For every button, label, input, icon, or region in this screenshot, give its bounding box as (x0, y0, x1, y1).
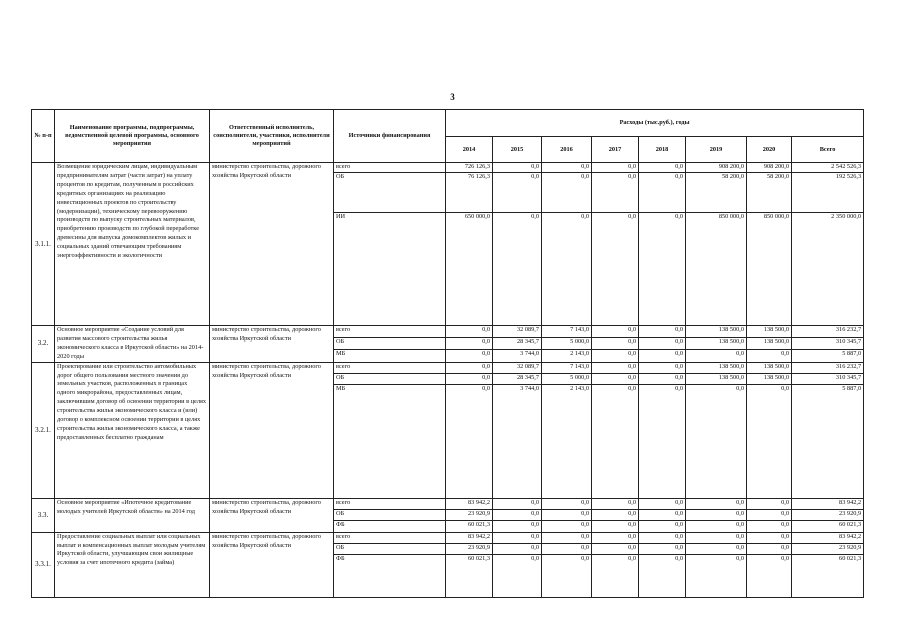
year-value: 32 089,7 (493, 326, 542, 338)
year-value: 0,0 (446, 338, 493, 350)
year-value: 0,0 (493, 213, 542, 326)
item-number: 3.2.1. (32, 362, 55, 498)
total-value: 5 887,0 (792, 350, 864, 362)
item-number: 3.3. (32, 498, 55, 532)
year-value: 0,0 (639, 163, 686, 173)
year-value: 0,0 (446, 384, 493, 498)
funding-source: всего (334, 498, 446, 509)
year-value: 0,0 (686, 509, 747, 520)
year-value: 3 744,0 (493, 350, 542, 362)
year-value: 0,0 (493, 554, 542, 597)
year-value: 138 500,0 (686, 338, 747, 350)
table-row (32, 498, 864, 509)
item-name: Основное мероприятие «Ипотечное кредитование молодых учителей Иркутской области» на 2014 год (55, 498, 210, 532)
year-value: 0,0 (747, 532, 792, 543)
year-value: 0,0 (446, 362, 493, 373)
year-value: 0,0 (686, 384, 747, 498)
year-value: 0,0 (592, 362, 639, 373)
year-value: 908 200,0 (747, 163, 792, 173)
year-value: 32 089,7 (493, 362, 542, 373)
year-value: 0,0 (592, 520, 639, 532)
year-value: 83 942,2 (446, 498, 493, 509)
item-executor: министерство строительства, дорожного хозяйства Иркутской области (210, 362, 334, 498)
year-value: 7 143,0 (542, 326, 592, 338)
year-value: 0,0 (592, 338, 639, 350)
year-value: 0,0 (542, 532, 592, 543)
total-value: 23 920,9 (792, 543, 864, 554)
total-value: 83 942,2 (792, 498, 864, 509)
year-value: 0,0 (542, 520, 592, 532)
year-value: 0,0 (686, 554, 747, 597)
header-year: 2020 (747, 137, 792, 163)
table-header (32, 110, 864, 163)
year-value: 138 500,0 (686, 326, 747, 338)
year-value: 0,0 (639, 326, 686, 338)
header-year: 2015 (493, 137, 542, 163)
year-value: 83 942,2 (446, 532, 493, 543)
item-name: Возмещение юридическим лицам, индивидуальным предпринимателям затрат (части затрат) на уплату процентов по кредитам, полученным в российских кредитных организациях на реализацию инвестиционных проектов по строительству (модернизации), техническому перевооружению производств по выпуску строительных материалов, приобретению производств по глубокой переработке древесины для выпуска домокомплектов жилых и социальных зданий отвечающим требованиям энергоэффективности и экологичности (55, 163, 210, 326)
year-value: 0,0 (639, 532, 686, 543)
funding-source: ФБ (334, 554, 446, 597)
funding-source: ОБ (334, 373, 446, 384)
item-number: 3.2. (32, 326, 55, 363)
year-value: 0,0 (493, 163, 542, 173)
year-value: 0,0 (592, 543, 639, 554)
item-executor: министерство строительства, дорожного хозяйства Иркутской области (210, 163, 334, 326)
year-value: 0,0 (592, 498, 639, 509)
header-total: Всего (792, 137, 864, 163)
year-value: 850 000,0 (686, 213, 747, 326)
year-value: 0,0 (747, 520, 792, 532)
year-value: 0,0 (639, 498, 686, 509)
header-no: № п-п (32, 110, 55, 163)
total-value: 316 232,7 (792, 362, 864, 373)
year-value: 0,0 (542, 173, 592, 213)
table-row (32, 163, 864, 173)
year-value: 28 345,7 (493, 373, 542, 384)
total-value: 2 542 526,3 (792, 163, 864, 173)
year-value: 138 500,0 (686, 373, 747, 384)
total-value: 192 526,3 (792, 173, 864, 213)
year-value: 0,0 (747, 498, 792, 509)
year-value: 0,0 (542, 498, 592, 509)
table-row (32, 532, 864, 543)
year-value: 60 021,3 (446, 554, 493, 597)
year-value: 138 500,0 (686, 362, 747, 373)
item-number: 3.3.1. (32, 532, 55, 597)
year-value: 5 000,0 (542, 338, 592, 350)
year-value: 0,0 (542, 163, 592, 173)
total-value: 5 887,0 (792, 384, 864, 498)
header-year: 2017 (592, 137, 639, 163)
table-row (32, 326, 864, 338)
year-value: 0,0 (639, 543, 686, 554)
year-value: 0,0 (592, 173, 639, 213)
total-value: 60 021,3 (792, 520, 864, 532)
year-value: 0,0 (592, 384, 639, 498)
year-value: 0,0 (493, 173, 542, 213)
expenses-table (31, 109, 864, 598)
year-value: 0,0 (592, 373, 639, 384)
year-value: 0,0 (747, 543, 792, 554)
year-value: 28 345,7 (493, 338, 542, 350)
year-value: 0,0 (446, 350, 493, 362)
item-executor: министерство строительства, дорожного хозяйства Иркутской области (210, 532, 334, 597)
year-value: 2 143,0 (542, 350, 592, 362)
funding-source: МБ (334, 350, 446, 362)
header-year: 2019 (686, 137, 747, 163)
funding-source: МБ (334, 384, 446, 498)
header-executor: Ответственный исполнитель, соисполнители, участники, исполнители мероприятий (210, 110, 334, 163)
year-value: 0,0 (542, 554, 592, 597)
year-value: 0,0 (639, 213, 686, 326)
funding-source: всего (334, 163, 446, 173)
header-source: Источники финансирования (334, 110, 446, 163)
year-value: 0,0 (747, 350, 792, 362)
funding-source: ФБ (334, 520, 446, 532)
header-year: 2014 (446, 137, 493, 163)
year-value: 58 200,0 (686, 173, 747, 213)
year-value: 0,0 (747, 384, 792, 498)
year-value: 76 126,3 (446, 173, 493, 213)
year-value: 0,0 (639, 554, 686, 597)
year-value: 0,0 (686, 350, 747, 362)
item-name: Основное мероприятие «Создание условий для развития массового строительства жилья экономического класса в Иркутской области» на 2014-2020 годы (55, 326, 210, 363)
total-value: 2 350 000,0 (792, 213, 864, 326)
total-value: 83 942,2 (792, 532, 864, 543)
year-value: 0,0 (639, 173, 686, 213)
funding-source: всего (334, 362, 446, 373)
year-value: 0,0 (686, 520, 747, 532)
year-value: 0,0 (747, 554, 792, 597)
year-value: 138 500,0 (747, 338, 792, 350)
year-value: 5 000,0 (542, 373, 592, 384)
year-value: 0,0 (592, 350, 639, 362)
year-value: 7 143,0 (542, 362, 592, 373)
year-value: 0,0 (686, 543, 747, 554)
year-value: 650 000,0 (446, 213, 493, 326)
year-value: 0,0 (446, 373, 493, 384)
year-value: 0,0 (686, 532, 747, 543)
year-value: 58 200,0 (747, 173, 792, 213)
year-value: 138 500,0 (747, 373, 792, 384)
year-value: 0,0 (639, 362, 686, 373)
year-value: 0,0 (542, 543, 592, 554)
year-value: 2 143,0 (542, 384, 592, 498)
table-body (32, 163, 864, 598)
year-value: 850 000,0 (747, 213, 792, 326)
year-value: 0,0 (686, 498, 747, 509)
funding-source: ОБ (334, 173, 446, 213)
year-value: 0,0 (639, 338, 686, 350)
funding-source: ОБ (334, 338, 446, 350)
funding-source: ОБ (334, 543, 446, 554)
year-value: 726 126,3 (446, 163, 493, 173)
total-value: 316 232,7 (792, 326, 864, 338)
total-value: 310 345,7 (792, 373, 864, 384)
header-year: 2018 (639, 137, 686, 163)
funding-source: всего (334, 532, 446, 543)
year-value: 23 920,9 (446, 509, 493, 520)
total-value: 23 920,9 (792, 509, 864, 520)
year-value: 0,0 (639, 384, 686, 498)
funding-source: ОБ (334, 509, 446, 520)
total-value: 60 021,3 (792, 554, 864, 597)
year-value: 0,0 (639, 509, 686, 520)
year-value: 0,0 (542, 509, 592, 520)
page-number: 3 (450, 92, 455, 102)
item-name: Предоставление социальных выплат или социальных выплат и компенсационных выплат молодым учителям Иркутской области, улучшающим свои жилищные условия за счет ипотечного кредита (займа) (55, 532, 210, 597)
item-executor: министерство строительства, дорожного хозяйства Иркутской области (210, 498, 334, 532)
year-value: 0,0 (446, 326, 493, 338)
header-name: Наименование программы, подпрограммы, ведомственной целевой программы, основного мероприятия (55, 110, 210, 163)
year-value: 138 500,0 (747, 362, 792, 373)
year-value: 0,0 (747, 509, 792, 520)
item-name: Проектирование или строительство автомобильных дорог общего пользования местного значения до земельных участков, расположенных в границах одного микрорайона, предоставленных лицам, заключившим договор об освоении территории в целях строительства жилья экономического класса и (или) договор о комплексном освоении территории в целях строительства жилья экономического класса, а также предоставленных бесплатно гражданам (55, 362, 210, 498)
header-expenses: Расходы (тыс.руб.), годы (446, 110, 864, 137)
year-value: 0,0 (639, 373, 686, 384)
header-year: 2016 (542, 137, 592, 163)
year-value: 0,0 (639, 350, 686, 362)
year-value: 0,0 (592, 213, 639, 326)
table-row (32, 362, 864, 373)
year-value: 0,0 (493, 509, 542, 520)
year-value: 60 021,3 (446, 520, 493, 532)
year-value: 0,0 (493, 543, 542, 554)
funding-source: ИИ (334, 213, 446, 326)
year-value: 23 920,9 (446, 543, 493, 554)
year-value: 0,0 (592, 532, 639, 543)
year-value: 0,0 (639, 520, 686, 532)
year-value: 0,0 (592, 163, 639, 173)
year-value: 0,0 (493, 532, 542, 543)
funding-source: всего (334, 326, 446, 338)
item-number: 3.1.1. (32, 163, 55, 326)
total-value: 310 345,7 (792, 338, 864, 350)
item-executor: министерство строительства, дорожного хозяйства Иркутской области (210, 326, 334, 363)
year-value: 3 744,0 (493, 384, 542, 498)
year-value: 0,0 (493, 520, 542, 532)
year-value: 908 200,0 (686, 163, 747, 173)
year-value: 0,0 (592, 509, 639, 520)
year-value: 0,0 (592, 326, 639, 338)
year-value: 0,0 (542, 213, 592, 326)
year-value: 0,0 (592, 554, 639, 597)
year-value: 0,0 (493, 498, 542, 509)
year-value: 138 500,0 (747, 326, 792, 338)
